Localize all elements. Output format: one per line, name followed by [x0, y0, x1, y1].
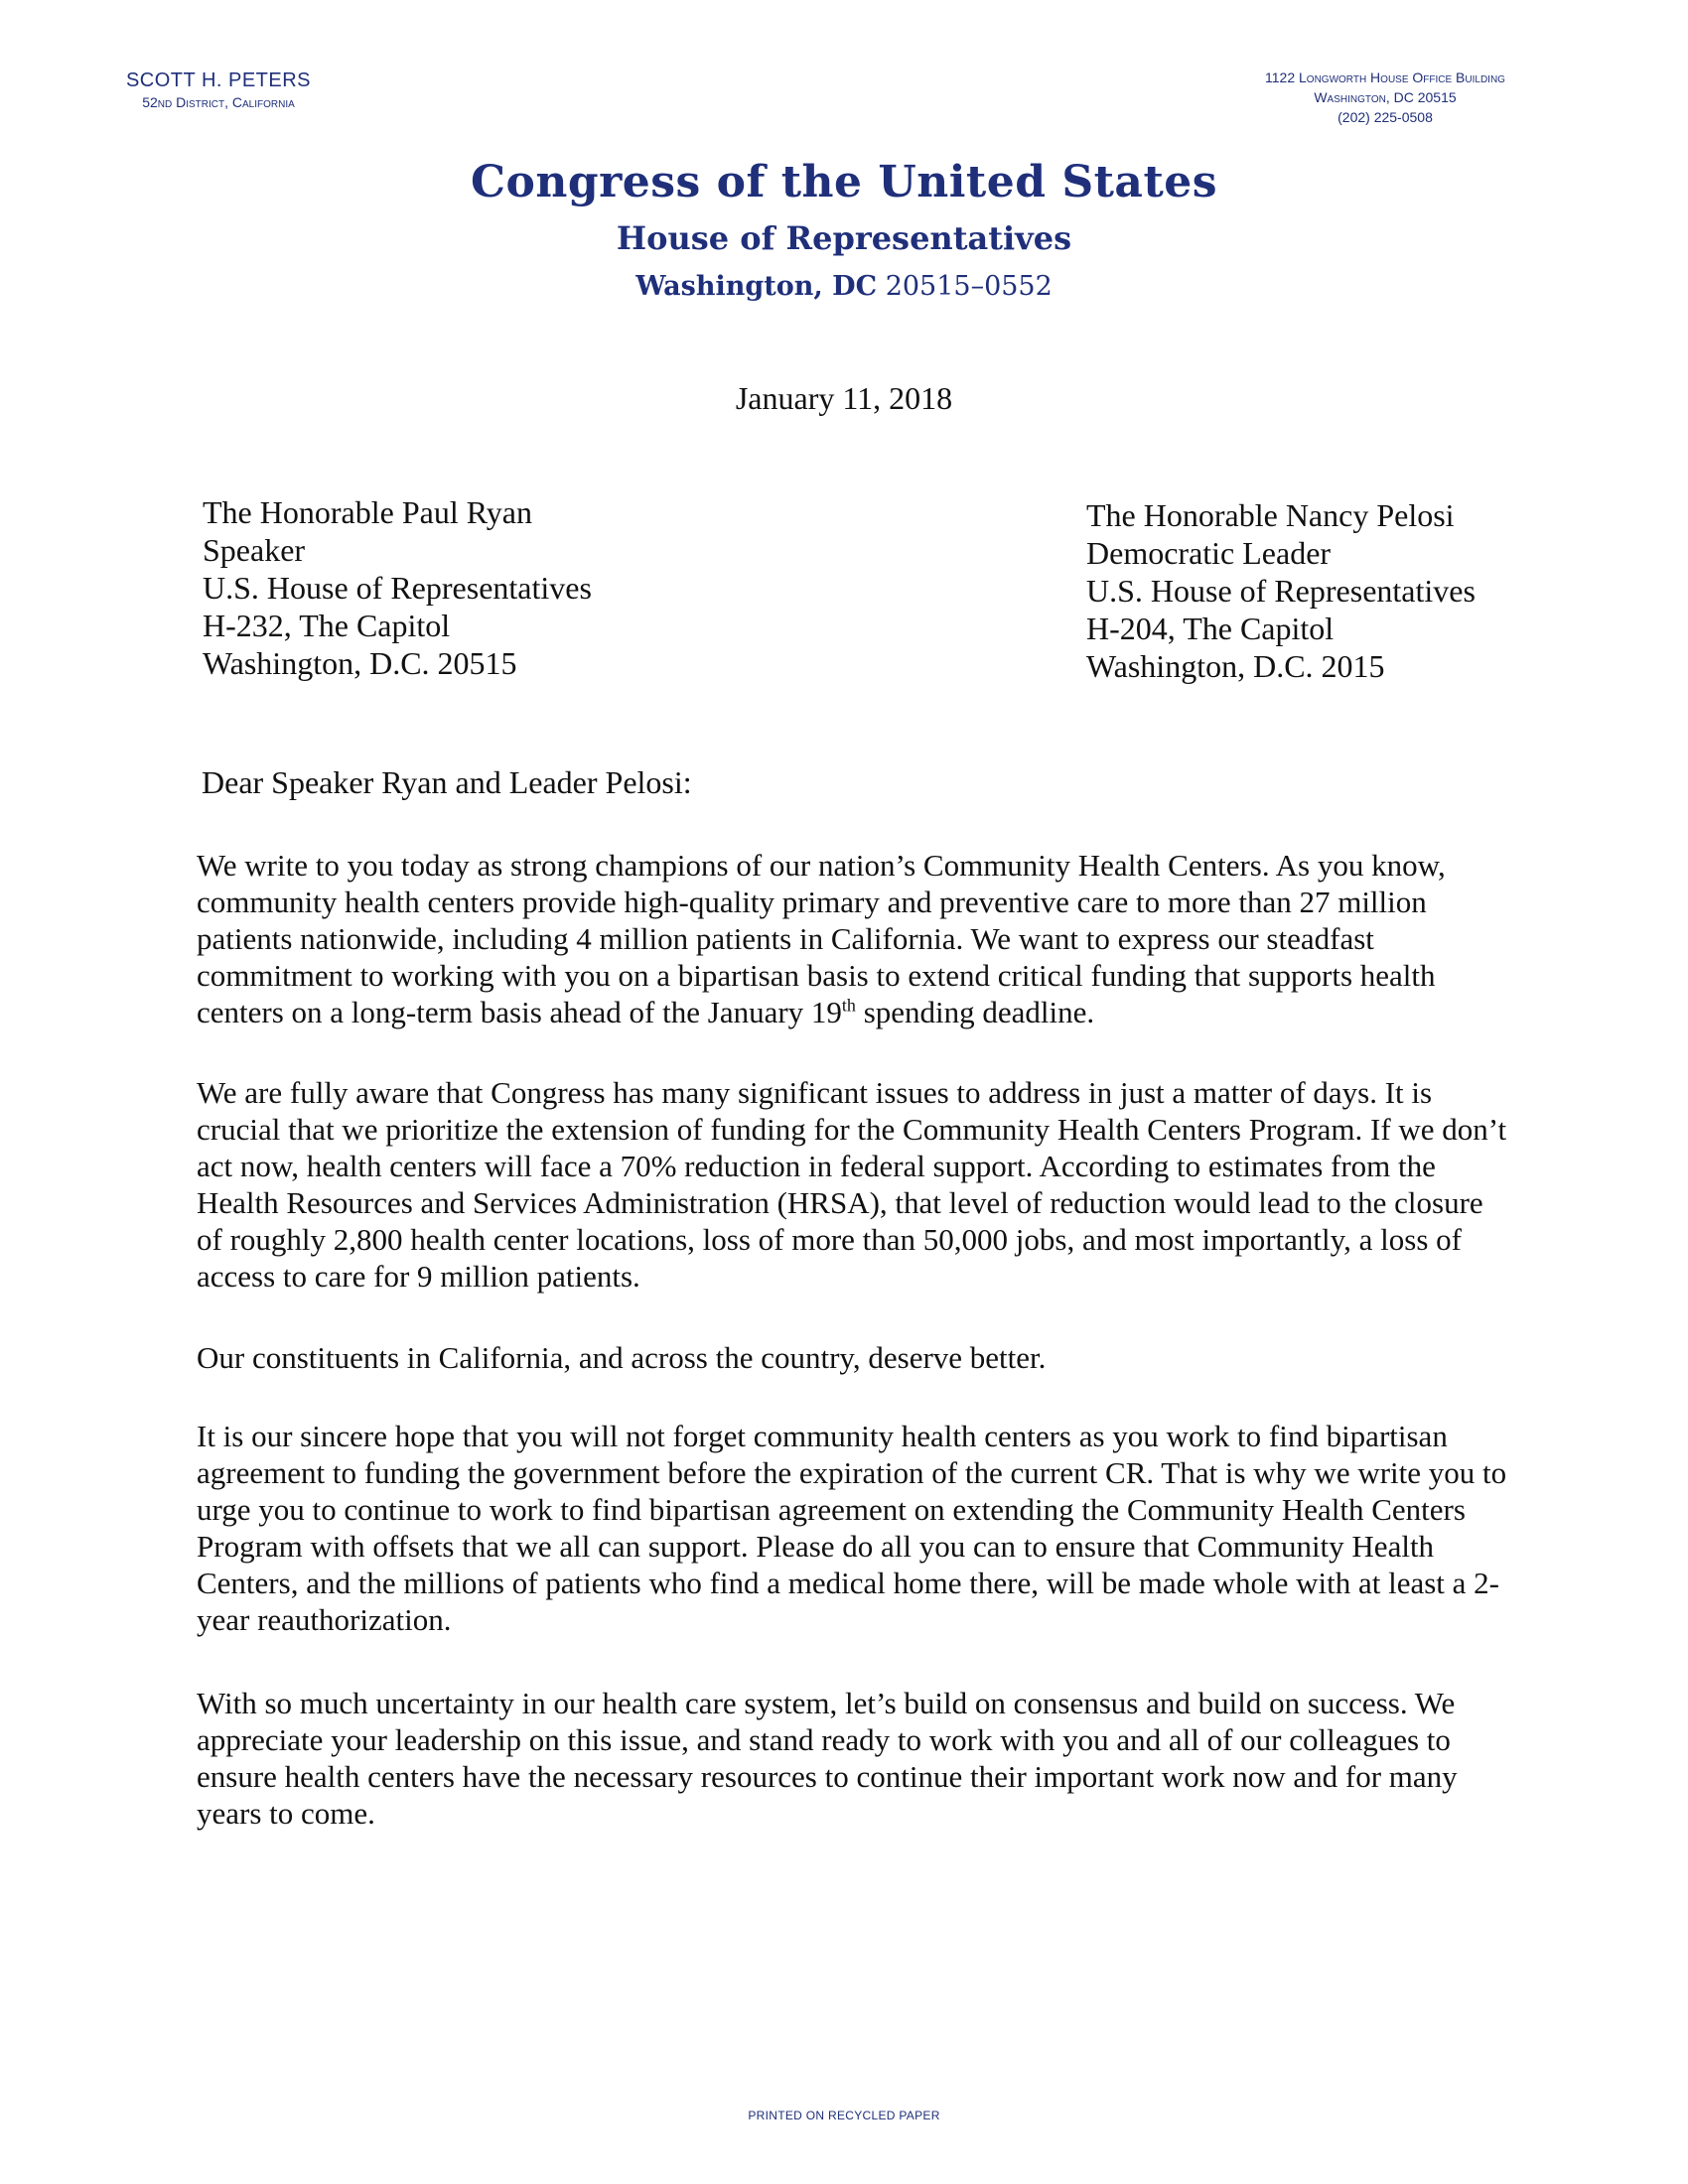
recipient-line: The Honorable Nancy Pelosi [1086, 497, 1455, 533]
paragraph-5: With so much uncertainty in our health care system, let’s build on consensus and build on success. We appreciate your leadership on this issue, and stand ready to work with you and all of our colleagues to ensure health centers have the necessary resources to continue their important work now and for many years to come. [197, 1686, 1458, 1831]
washington-city: Washington, DC [635, 271, 878, 302]
recipient-line: U.S. House of Representatives [203, 570, 592, 606]
recycled-paper-footer: PRINTED ON RECYCLED PAPER [748, 2109, 940, 2122]
recipient-line: U.S. House of Representatives [1086, 573, 1476, 609]
recipient-line: Democratic Leader [1086, 535, 1332, 571]
paragraph-3: Our constituents in California, and across the country, deserve better. [197, 1340, 1047, 1375]
recipient-line: H-232, The Capitol [203, 608, 451, 643]
member-name: SCOTT H. PETERS [125, 69, 312, 91]
recipient-line: H-204, The Capitol [1086, 611, 1335, 646]
paragraph-1-text: We write to you today as strong champions of our nation’s Community Health Centers. As you know, community health centers provide high-quality primary and preventive care to more than 27 million patients nationwide, including 4 million patients in California. We want to express our steadfast commitment to working with you on a bipartisan basis to extend critical funding that supports health centers on a long-term basis ahead of the January 19 [197, 848, 1446, 1029]
recipient-line: The Honorable Paul Ryan [203, 494, 532, 530]
recipient-address-left [203, 493, 592, 682]
recipient-address-right [1086, 496, 1476, 685]
office-building: 1122 Longworth House Office Building [1265, 69, 1505, 85]
letterhead-member [60, 69, 377, 110]
washington-zip: 20515–0552 [885, 271, 1053, 302]
congress-heading [0, 157, 1688, 302]
paragraph-2: We are fully aware that Congress has many significant issues to address in just a matter of days. It is crucial that we prioritize the extension of funding for the Community Health Centers Program. If we don’t act now, health centers will face a 70% reduction in federal support. According to estimates from the Health Resources and Services Administration (HRSA), that level of reduction would lead to the closure of roughly 2,800 health center locations, loss of more than 50,000 jobs, and most importantly, a loss of access to care for 9 million patients. [197, 1075, 1507, 1294]
letter-date [0, 380, 1688, 417]
recipient-line: Speaker [203, 532, 306, 568]
office-phone: (202) 225-0508 [1337, 109, 1433, 125]
house-title: House of Representatives [616, 219, 1072, 257]
salutation: Dear Speaker Ryan and Leader Pelosi: [202, 764, 692, 800]
congress-title: Congress of the United States [470, 157, 1218, 207]
letterhead-office [1177, 68, 1594, 127]
letter-date-text: January 11, 2018 [735, 380, 953, 416]
paragraph-1-end: spending deadline. [855, 995, 1095, 1029]
member-district: 52nd District, California [142, 94, 295, 110]
office-city: Washington, DC 20515 [1314, 89, 1457, 105]
recipient-line: Washington, D.C. 20515 [203, 645, 517, 681]
paragraph-1 [197, 847, 1507, 1030]
recipient-line: Washington, D.C. 2015 [1086, 648, 1385, 684]
washington-address [0, 271, 1688, 302]
paragraph-4: It is our sincere hope that you will not forget community health centers as you work to find bipartisan agreement to funding the government before the expiration of the current CR. That is why we write you to urge you to continue to work to find bipartisan agreement on extending the Community Health Centers Program with offsets that we all can support. Please do all you can to ensure that Community Health Centers, and the millions of patients who find a medical home there, will be made whole with at least a 2-year reauthorization. [197, 1419, 1507, 1637]
ordinal-suffix: th [841, 995, 856, 1016]
